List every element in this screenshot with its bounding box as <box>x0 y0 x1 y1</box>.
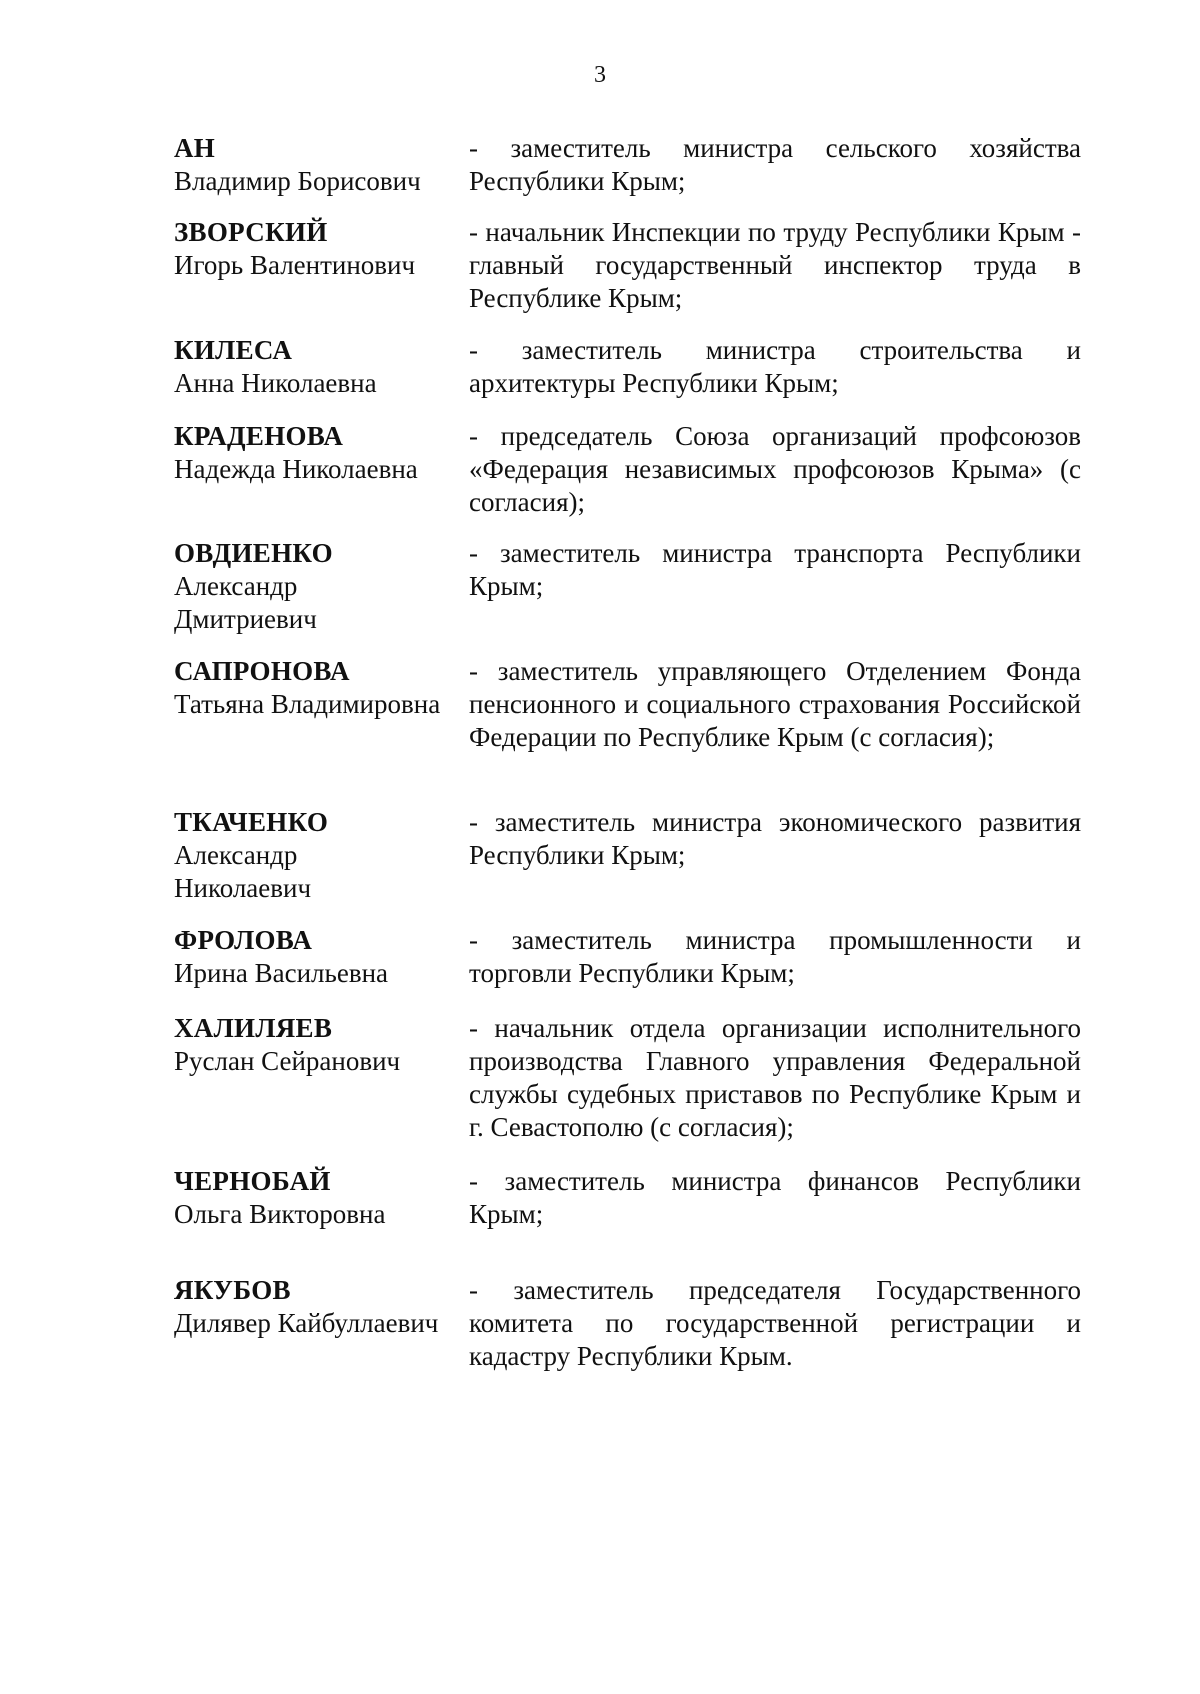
member-surname: ФРОЛОВА <box>174 925 313 955</box>
member-position: - заместитель управляющего Отделением Фонда пенсионного и социального страхования Российской Федерации по Республике Крым (с согласия); <box>469 656 1081 752</box>
member-surname: ХАЛИЛЯЕВ <box>174 1013 333 1043</box>
member-position: - заместитель министра промышленности и торговли Республики Крым; <box>469 925 1081 988</box>
member-surname: ЧЕРНОБАЙ <box>174 1166 331 1196</box>
member-given-names: Александр <box>174 840 298 870</box>
member-given-names: Анна Николаевна <box>174 368 377 398</box>
member-position: - заместитель министра сельского хозяйства Республики Крым; <box>469 133 1081 196</box>
member-given-names: Владимир Борисович <box>174 166 421 196</box>
member-given-names: Дилявер Кайбуллаевич <box>174 1308 439 1338</box>
member-position: - заместитель министра экономического развития Республики Крым; <box>469 807 1081 870</box>
member-position: - председатель Союза организаций профсоюзов «Федерация независимых профсоюзов Крыма» (с согласия); <box>469 421 1081 517</box>
page-number: 3 <box>594 62 606 88</box>
member-position: - заместитель министра финансов Республики Крым; <box>469 1166 1081 1229</box>
member-position: - начальник отдела организации исполнительного производства Главного управления Федеральной службы судебных приставов по Республике Крым и г. Севастополю (с согласия); <box>469 1013 1081 1142</box>
member-name-block <box>174 655 464 721</box>
member-given-names: Руслан Сейранович <box>174 1046 401 1076</box>
member-name-block <box>174 1165 464 1231</box>
member-given-names: Надежда Николаевна <box>174 454 418 484</box>
member-given-names: Ольга Викторовна <box>174 1199 386 1229</box>
member-position: - заместитель министра транспорта Республики Крым; <box>469 538 1081 601</box>
member-surname: КИЛЕСА <box>174 335 293 365</box>
member-surname: АН <box>174 133 216 163</box>
member-name-block <box>174 1274 464 1340</box>
member-name-block <box>174 806 464 905</box>
member-surname: ОВДИЕНКО <box>174 538 333 568</box>
member-given-names: Игорь Валентинович <box>174 250 416 280</box>
member-given-names: Дмитриевич <box>174 604 317 634</box>
member-surname: ТКАЧЕНКО <box>174 807 329 837</box>
member-position: - заместитель председателя Государственного комитета по государственной регистрации и кадастру Республики Крым. <box>469 1275 1081 1371</box>
member-name-block <box>174 420 464 486</box>
member-name-block <box>174 216 464 282</box>
member-name-block <box>174 1012 464 1078</box>
member-name-block <box>174 132 464 198</box>
member-position: - заместитель министра строительства и архитектуры Республики Крым; <box>469 335 1081 398</box>
member-surname: ЗВОРСКИЙ <box>174 217 328 247</box>
member-name-block <box>174 537 464 636</box>
member-surname: ЯКУБОВ <box>174 1275 291 1305</box>
member-surname: КРАДЕНОВА <box>174 421 344 451</box>
member-given-names: Александр <box>174 571 298 601</box>
member-name-block <box>174 334 464 400</box>
member-given-names: Ирина Васильевна <box>174 958 389 988</box>
member-given-names: Николаевич <box>174 873 312 903</box>
member-surname: САПРОНОВА <box>174 656 350 686</box>
member-position: - начальник Инспекции по труду Республики Крым - главный государственный инспектор труда в Республике Крым; <box>469 217 1081 313</box>
member-name-block <box>174 924 464 990</box>
member-given-names: Татьяна Владимировна <box>174 689 441 719</box>
